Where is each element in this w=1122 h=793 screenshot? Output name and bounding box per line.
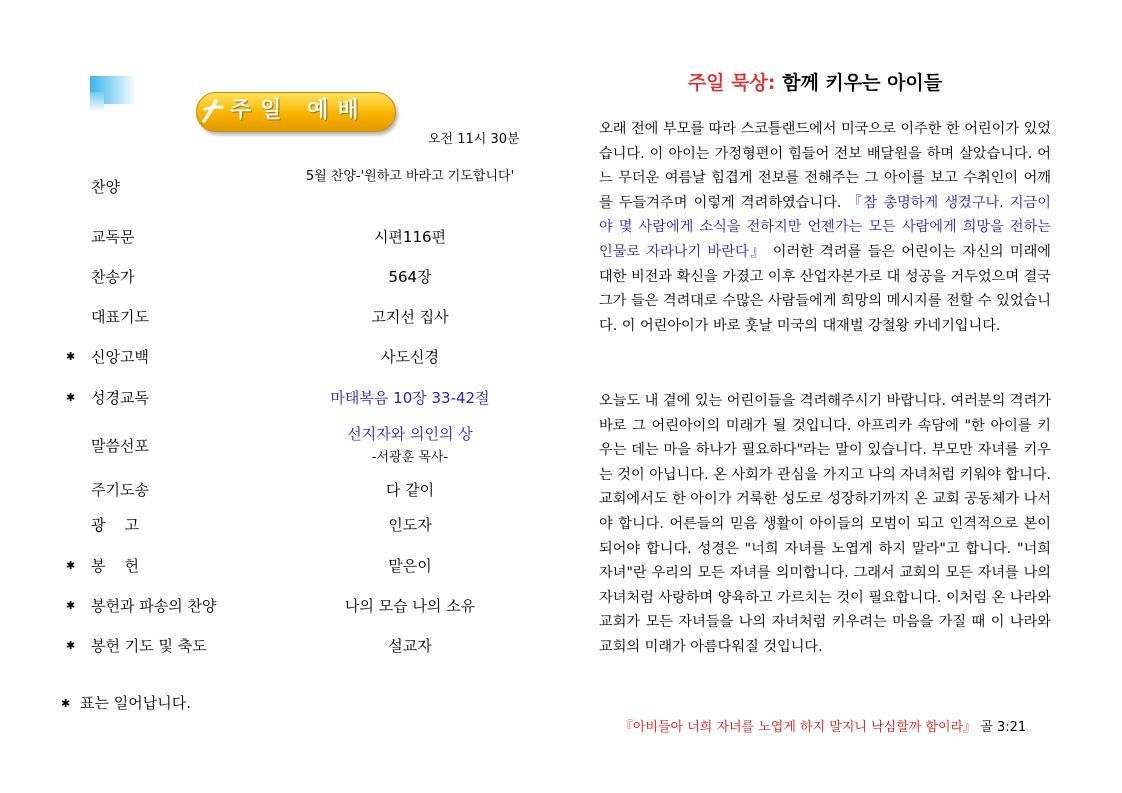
meditation-title-text: 함께 키우는 아이들 [775, 72, 943, 94]
row-label: 봉헌과 파송의 찬양 [91, 597, 217, 615]
service-time: 오전 11시 30분 [428, 132, 520, 147]
row-label: 대표기도 [91, 308, 149, 326]
row-label: 신앙고백 [91, 348, 149, 366]
row-label: 말씀선포 [91, 437, 149, 455]
standing-bullet-icon: ✱ [66, 350, 76, 363]
verse-reference: 골 3:21 [976, 720, 1027, 735]
row-value: 564장 [388, 268, 432, 286]
row-value: 5월 찬양-'원하고 바라고 기도합니다' [305, 169, 515, 184]
row-label: 봉헌 기도 및 축도 [91, 637, 207, 655]
row-value: 설교자 [388, 637, 432, 655]
service-title: 주일 예배 [230, 98, 368, 123]
row-label: 찬양 [91, 178, 120, 196]
paragraph-text: 오래 전에 부모를 따라 스코틀랜드에서 미국으로 이주한 한 어린이가 있었습니다. 이 아이는 가정형편이 힘들어 전보 배달원을 하며 살았습니다. 어느 무더운 여름날 힘겹게 전보를 전해주는 그 아이를 보고 수취인이 어깨를 두들겨주며 이렇게 격려하였습니다. [599, 121, 1051, 211]
row-label: 교독문 [91, 228, 135, 246]
row-label: 성경교독 [91, 389, 149, 407]
row-label: 주기도송 [91, 481, 149, 499]
standing-bullet-icon: ✱ [66, 599, 76, 612]
preacher-name: -서광훈 목사- [371, 450, 449, 465]
standing-bullet-icon: ✱ [66, 391, 76, 404]
sermon-title: 선지자와 의인의 상 [347, 425, 473, 443]
row-value: 나의 모습 나의 소유 [344, 597, 476, 615]
row-value: 고지선 집사 [371, 308, 449, 326]
scripture-reading: 마태복음 10장 33-42절 [330, 389, 490, 407]
cross-icon [200, 95, 226, 127]
row-label: 찬송가 [91, 268, 135, 286]
meditation-title-prefix: 주일 묵상: [687, 72, 776, 94]
row-label: 광 고 [91, 516, 140, 534]
standing-bullet-icon: ✱ [61, 697, 71, 710]
row-label: 봉 헌 [91, 557, 140, 575]
standing-bullet-icon: ✱ [66, 559, 76, 572]
row-value: 사도신경 [381, 348, 439, 366]
quoted-blessing: 『참 총명하게 생겼구나. 지금이야 몇 사람에게 소식을 전하지만 언젠가는 모든 사람에게 희망을 전하는 인물로 자라나기 바란다』 [599, 194, 1051, 260]
standing-bullet-icon: ✱ [66, 639, 76, 652]
footnote: 표는 일어납니다. [80, 694, 191, 712]
row-value: 다 같이 [385, 481, 435, 499]
paragraph-text: 이러한 격려를 들은 어린이는 자신의 미래에 대한 비전과 확신을 가졌고 이후 산업자본가로 대 성공을 거두었으며 결국 그가 들은 격려대로 수많은 사람들에게 희망의 메시지를 전할 수 있었습니다. 이 어린아이가 바로 훗날 미국의 대재벌 강철왕 카네기입니다. [599, 243, 1051, 334]
corner-decoration-drop [90, 92, 104, 112]
row-value: 인도자 [388, 516, 432, 534]
row-value: 시편116편 [373, 228, 447, 246]
verse-text: 『아비들아 너희 자녀를 노엽게 하지 말지니 낙심할까 함이라』 [619, 720, 977, 735]
row-value: 맡은이 [388, 557, 432, 575]
meditation-paragraph-1 [599, 117, 1051, 338]
meditation-paragraph-2: 오늘도 내 곁에 있는 어린이들을 격려해주시기 바랍니다. 여러분의 격려가 바로 그 어린아이의 미래가 될 것입니다. 아프리카 속담에 "한 아이를 키우는 데는 마을 하나가 필요하다"라는 말이 있습니다. 부모만 자녀를 키우는 것이 아닙니다. 온 사회가 관심을 가지고 나의 자녀처럼 키워야 합니다. 교회에서도 한 아이가 거룩한 성도로 성장하기까지 온 교회 공동체가 나서야 합니다. 어른들의 믿음 생활이 아이들의 모범이 되고 인격적으로 본이 되어야 합니다. 성경은 "너희 자녀를 노엽게 하지 말라"고 합니다. "너희 자녀"란 우리의 모든 자녀를 의미합니다. 그래서 교회의 모든 자녀를 나의 자녀처럼 사랑하며 양육하고 가르치는 것이 필요합니다. 이처럼 온 나라와 교회가 모든 자녀들을 나의 자녀처럼 키우려는 마음을 가질 때 이 나라와 교회의 미래가 아름다워질 것입니다. [599, 393, 1051, 655]
meditation-title [560, 68, 1070, 95]
closing-verse [598, 716, 1048, 735]
